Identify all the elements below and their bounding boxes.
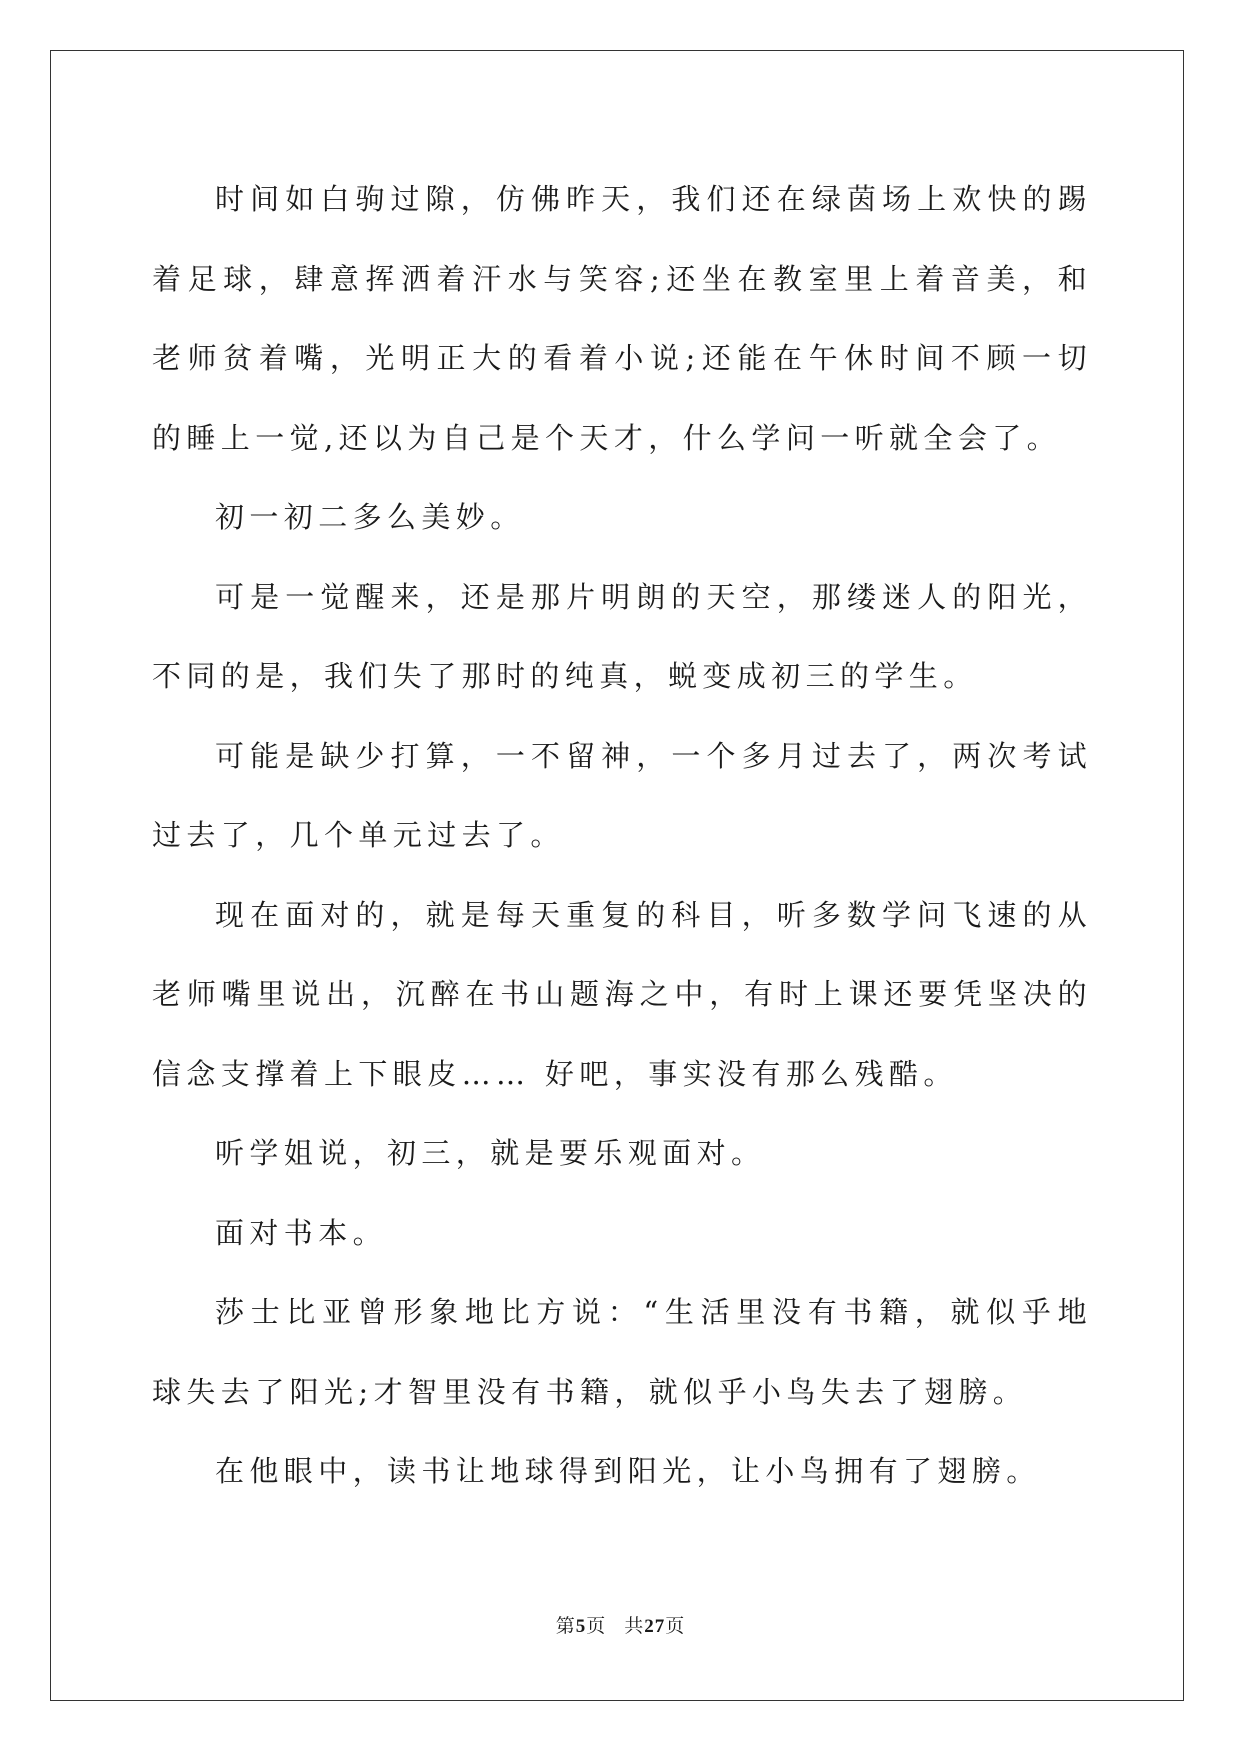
paragraph: 可是一觉醒来，还是那片明朗的天空，那缕迷人的阳光，不同的是，我们失了那时的纯真，蜕变成初三的学生。 (152, 579, 1092, 693)
document-body (152, 160, 1092, 1512)
page-number: 5 (575, 1616, 587, 1637)
page-suffix: 页 (586, 1616, 607, 1637)
total-pages: 27 (644, 1616, 666, 1637)
paragraph: 在他眼中，读书让地球得到阳光，让小鸟拥有了翅膀。 (215, 1454, 1041, 1488)
paragraph: 时间如白驹过隙，仿佛昨天，我们还在绿茵场上欢快的踢着足球，肆意挥洒着汗水与笑容;还坐在教室里上着音美，和老师贫着嘴，光明正大的看着小说;还能在午休时间不顾一切的睡上一觉,还以为自己是个天才，什么学问一听就全会了。 (152, 182, 1092, 455)
paragraph: 初一初二多么美妙。 (215, 500, 525, 534)
paragraph: 现在面对的，就是每天重复的科目，听多数学问飞速的从老师嘴里说出，沉醉在书山题海之中，有时上课还要凭坚决的信念支撑着上下眼皮…… 好吧，事实没有那么残酷。 (152, 897, 1092, 1091)
paragraph: 面对书本。 (215, 1215, 388, 1250)
total-suffix: 页 (665, 1616, 686, 1637)
page-footer (0, 1611, 1241, 1638)
paragraph: 莎士比亚曾形象地比方说：“生活里没有书籍，就似乎地球失去了阳光;才智里没有书籍，就似乎小鸟失去了翅膀。 (152, 1295, 1092, 1409)
paragraph: 听学姐说，初三，就是要乐观面对。 (215, 1136, 766, 1170)
total-prefix: 共 (624, 1616, 645, 1637)
page-prefix: 第 (555, 1616, 576, 1637)
paragraph: 可能是缺少打算，一不留神，一个多月过去了，两次考试过去了，几个单元过去了。 (152, 738, 1092, 852)
